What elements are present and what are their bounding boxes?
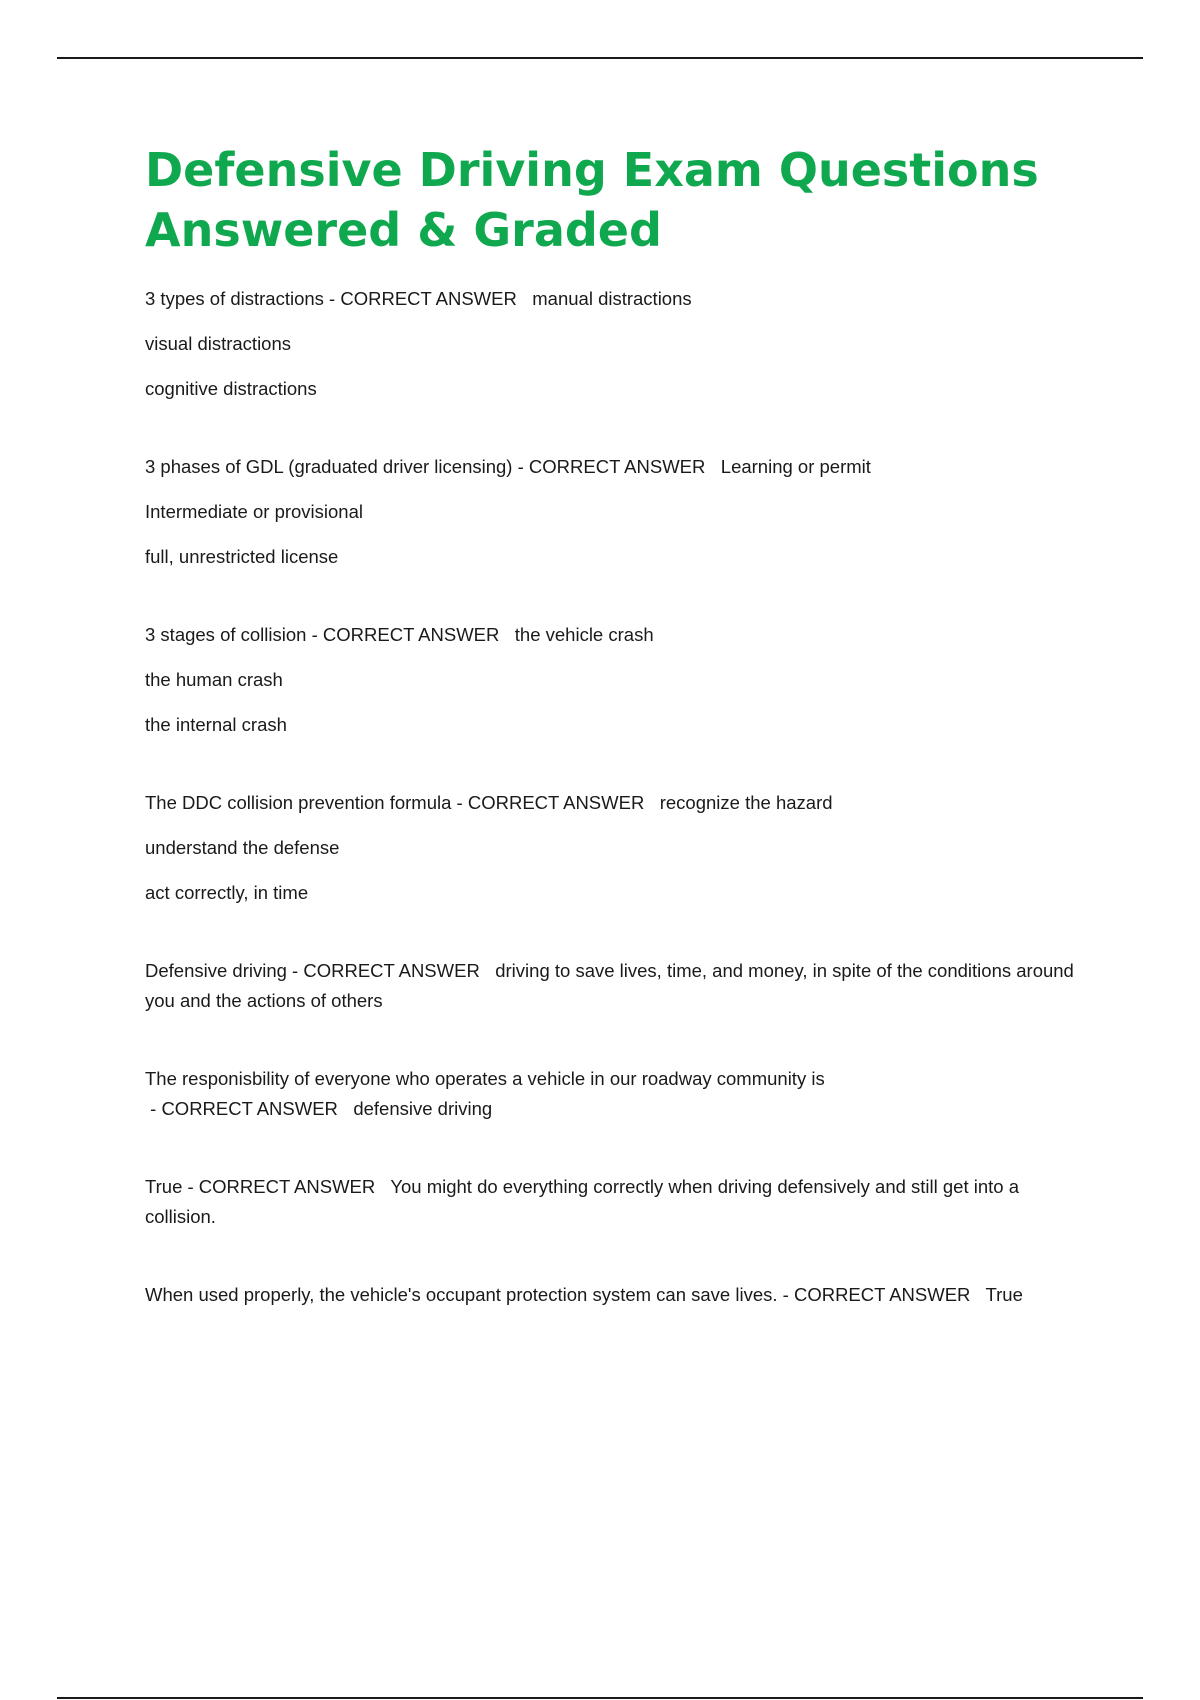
question-text: 3 phases of GDL (graduated driver licensing) <box>145 456 513 477</box>
qa-line <box>145 284 1090 314</box>
answer-line: cognitive distractions <box>145 378 317 399</box>
answer-text: Learning or permit <box>720 456 871 477</box>
qa-line <box>145 452 1090 482</box>
answer-text: recognize the hazard <box>659 792 833 813</box>
qa-item <box>145 1172 1090 1232</box>
question-text: When used properly, the vehicle's occupant protection system can save lives. <box>145 1284 778 1305</box>
answer-text: driving to save lives, time, and money, in spite of the conditions around you and the actions of others <box>145 960 1074 1011</box>
qa-line <box>145 1172 1090 1232</box>
correct-answer-separator: - CORRECT ANSWER <box>451 792 660 813</box>
top-rule <box>57 57 1143 59</box>
document-body <box>145 140 1090 1358</box>
qa-line <box>145 956 1090 1016</box>
answer-line: act correctly, in time <box>145 882 309 903</box>
question-text: 3 types of distractions <box>145 288 324 309</box>
answer-text: manual distractions <box>532 288 692 309</box>
question-text: Defensive driving <box>145 960 287 981</box>
qa-line <box>145 788 1090 818</box>
answer-line: visual distractions <box>145 333 292 354</box>
question-text: 3 stages of collision <box>145 624 307 645</box>
answer-text: You might do everything correctly when driving defensively and still get into a collision. <box>145 1176 1020 1227</box>
answer-line: the internal crash <box>145 714 287 735</box>
correct-answer-separator: - CORRECT ANSWER <box>777 1284 986 1305</box>
qa-item <box>145 452 1090 572</box>
qa-line <box>145 620 1090 650</box>
qa-item <box>145 956 1090 1016</box>
qa-item <box>145 788 1090 908</box>
answer-line: the human crash <box>145 669 283 690</box>
correct-answer-separator: - CORRECT ANSWER <box>145 1098 354 1119</box>
correct-answer-separator: - CORRECT ANSWER <box>323 288 533 309</box>
correct-answer-separator: - CORRECT ANSWER <box>182 1176 391 1197</box>
bottom-rule <box>57 1697 1143 1699</box>
qa-item <box>145 1280 1090 1310</box>
correct-answer-separator: - CORRECT ANSWER <box>286 960 496 981</box>
question-text: The DDC collision prevention formula <box>145 792 452 813</box>
answer-line: full, unrestricted license <box>145 546 339 567</box>
qa-item <box>145 1064 1090 1124</box>
answer-line: understand the defense <box>145 837 340 858</box>
document-title: Defensive Driving Exam Questions Answered & Graded <box>145 143 1039 257</box>
correct-answer-separator: - CORRECT ANSWER <box>512 456 721 477</box>
question-text: True <box>145 1176 183 1197</box>
answer-text: True <box>985 1284 1023 1305</box>
question-text: The responisbility of everyone who operates a vehicle in our roadway community is <box>145 1068 825 1089</box>
correct-answer-separator: - CORRECT ANSWER <box>306 624 515 645</box>
qa-line <box>145 1280 1090 1310</box>
answer-text: the vehicle crash <box>514 624 654 645</box>
qa-line <box>145 1064 1090 1124</box>
answer-line: Intermediate or provisional <box>145 501 363 522</box>
qa-item <box>145 284 1090 404</box>
answer-text: defensive driving <box>353 1098 493 1119</box>
qa-item <box>145 620 1090 740</box>
